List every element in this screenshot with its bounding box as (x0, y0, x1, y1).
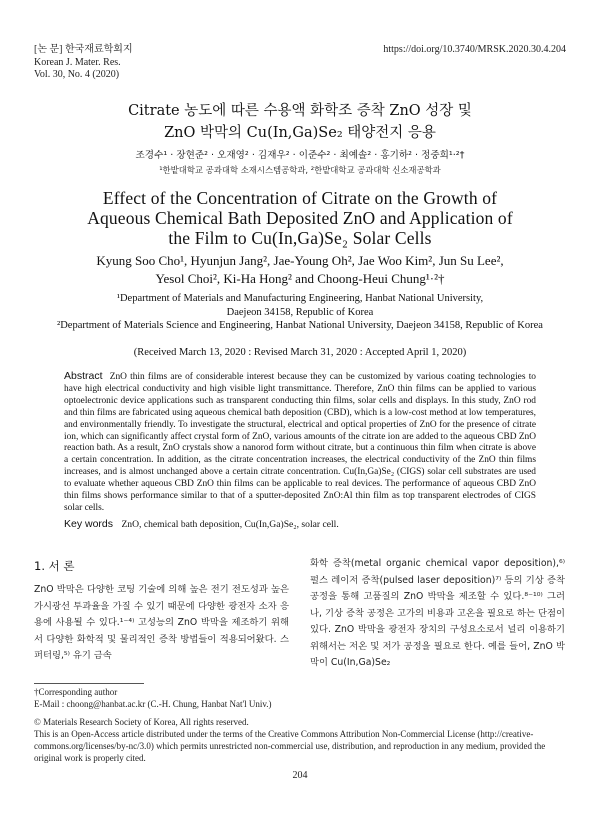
body-column-right: 화학 증착(metal organic chemical vapor deposition),⁶⁾ 펄스 레이저 증착(pulsed laser deposition)⁷⁾ 등의 기상 증착 공정을 통해 고품질의 ZnO 박막을 제조할 수 있다.⁸⁻¹⁰⁾ 그러나, 기상 증착 공정은 고가의 비용과 고온을 필요로 하는 단점이 있다. ZnO 박막을 광전자 장치의 구성요소로서 널리 이용하기 위해서는 저온 및 저가 공정을 필요로 한다. 예를 들어, ZnO 박막이 Cu(In,Ga)Se₂ (310, 558, 565, 668)
journal-volume: Vol. 30, No. 4 (2020) (34, 69, 120, 80)
english-title-line1: Effect of the Concentration of Citrate on the Growth of (102, 188, 498, 208)
corresponding-author: †Corresponding author (34, 687, 118, 697)
abstract-text: ZnO thin films are of considerable interest because they can be customized by various coating technologies to have high electrical conductivity and high visible light transmittance. Therefore, ZnO thin films can be applied to various optoelectronic device applications such as transparent conducting thin films, solar cells and displays. In this study, ZnO rod and thin films are fabricated using aqueous chemical bath deposition (CBD), which is a low-cost method at low temperatures, and environmentally friendly. To investigate the structural, electrical and optical properties of ZnO for the presence of citrate ion, which can significantly affect crystal form of ZnO, various amounts of the citrate ion are added to the aqueous CBD ZnO reaction bath. As a result, ZnO crystals show a nanorod form without citrate, but a continuous thin film when citrate is above a certain concentration. In addition, as the citrate concentration increases, the electrical conductivity of the ZnO thin films increases, and is almost unchanged above a certain citrate concentration. Cu(In,Ga)Se₂ (CIGS) solar cell substrates are used to evaluate whether aqueous CBD ZnO thin films can be applicable to real devices. The performance of aqueous CBD ZnO thin films shows performance similar to that of a sputter-deposited ZnO:Al thin film as top transparent electrodes of CIGS solar cells. (64, 372, 536, 513)
korean-title-line1: Citrate 농도에 따른 수용액 화학조 증착 ZnO 성장 및 (128, 103, 472, 119)
footnote-divider (34, 683, 144, 684)
journal-name-korean: [논 문] 한국재료학회지 (34, 44, 133, 55)
english-authors-line1: Kyung Soo Cho¹, Hyunjun Jang², Jae-Young Oh², Jae Woo Kim², Jun Su Lee², (96, 253, 504, 268)
journal-name-english: Korean J. Mater. Res. (34, 56, 121, 68)
korean-affiliation: ¹한밭대학교 공과대학 소재시스템공학과, ²한밭대학교 공과대학 신소재공학과 (159, 165, 441, 175)
english-authors (0, 252, 600, 288)
author-email: E-Mail : choong@hanbat.ac.kr (C.-H. Chung, Hanbat Nat'l Univ.) (34, 699, 272, 709)
doi-link[interactable]: https://doi.org/10.3740/MRSK.2020.30.4.204 (383, 44, 566, 55)
affiliation-line2: Daejeon 34158, Republic of Korea (226, 306, 374, 318)
korean-title (0, 100, 600, 144)
footnotes (34, 686, 566, 764)
affiliation-line3: ²Department of Materials Science and Engineering, Hanbat National University, Daejeon 34158, Republic of Korea (57, 320, 543, 331)
section-heading: 1. 서 론 (34, 559, 75, 573)
english-title-line2: Aqueous Chemical Bath Deposited ZnO and Application of (87, 208, 513, 228)
affiliation-line1: ¹Department of Materials and Manufacturing Engineering, Hanbat National University, (116, 293, 484, 304)
body-column-left: ZnO 박막은 다양한 코팅 기술에 의해 높은 전기 전도성과 높은 가시광선 투과율을 가질 수 있기 때문에 다양한 광전자 소자 응용에 사용될 수 있다.¹⁻⁴⁾ 고성능의 ZnO 박막을 제조하기 위해서 다양한 화학적 및 물리적인 증착 방법들이 적용되어왔다. 스퍼터링,⁵⁾ 유기 금속 (34, 584, 289, 661)
keywords (64, 518, 536, 530)
license-notice: This is an Open-Access article distributed under the terms of the Creative Commons Attribution Non-Commercial License (http://creative-commons.org/licenses/by-nc/3.0) which permits unrestricted non-commercial use, distribution, and reproduction in any medium, provided the original work is properly cited. (34, 729, 546, 763)
page-number: 204 (292, 770, 308, 781)
korean-authors: 조경수¹ · 장현준² · 오재영² · 김재우² · 이준수² · 최예솔² · 홍기하² · 정중희¹·²† (135, 150, 465, 161)
abstract (64, 371, 536, 515)
english-title-line3: the Film to Cu(In,Ga)Se₂ Solar Cells (168, 228, 432, 248)
english-authors-line2: Yesol Choi², Ki-Ha Hong² and Choong-Heui Chung¹·²† (155, 271, 445, 286)
korean-title-line2: ZnO 박막의 Cu(In,Ga)Se₂ 태양전지 응용 (164, 125, 436, 141)
received-dates: (Received March 13, 2020 : Revised March 31, 2020 : Accepted April 1, 2020) (133, 347, 467, 358)
keywords-text: ZnO, chemical bath deposition, Cu(In,Ga)Se₂, solar cell. (121, 519, 339, 530)
copyright-notice: © Materials Research Society of Korea, All rights reserved. (34, 717, 249, 727)
journal-info (34, 44, 133, 82)
keywords-label: Key words (64, 518, 114, 530)
english-affiliation (0, 292, 600, 333)
abstract-label: Abstract (64, 370, 103, 382)
english-title (0, 188, 600, 248)
